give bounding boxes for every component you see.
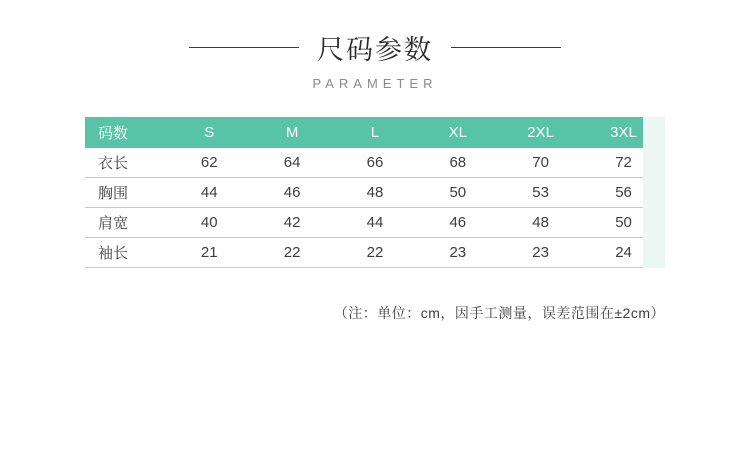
cell-sleeve-2xl: 23 [499,238,582,268]
page-header [0,28,750,91]
cell-length-s: 62 [168,148,251,178]
title-rule-left [189,47,299,48]
column-header-l: L [334,117,417,148]
cell-length-l: 66 [334,148,417,178]
table-row [85,238,665,268]
cell-shoulder-l: 44 [334,208,417,238]
cell-shoulder-s: 40 [168,208,251,238]
cell-bust-xl: 50 [416,178,499,208]
cell-length-3xl: 72 [582,148,665,178]
column-header-2xl: 2XL [499,117,582,148]
cell-shoulder-3xl: 50 [582,208,665,238]
row-label-shoulder: 肩宽 [85,208,168,238]
table-row [85,178,665,208]
column-header-s: S [168,117,251,148]
title-rule-right [451,47,561,48]
cell-shoulder-xl: 46 [416,208,499,238]
column-header-size-label: 码数 [85,117,168,148]
row-label-sleeve: 袖长 [85,238,168,268]
cell-shoulder-2xl: 48 [499,208,582,238]
column-header-m: M [251,117,334,148]
cell-sleeve-l: 22 [334,238,417,268]
cell-length-xl: 68 [416,148,499,178]
cell-bust-m: 46 [251,178,334,208]
table-body [85,148,665,268]
size-table-wrapper [85,117,665,268]
column-header-xl: XL [416,117,499,148]
cell-sleeve-3xl: 24 [582,238,665,268]
cell-sleeve-s: 21 [168,238,251,268]
table-header-row [85,117,665,148]
table-row [85,208,665,238]
table-row [85,148,665,178]
cell-length-2xl: 70 [499,148,582,178]
size-table [85,117,665,268]
cell-shoulder-m: 42 [251,208,334,238]
cell-length-m: 64 [251,148,334,178]
cell-bust-s: 44 [168,178,251,208]
cell-bust-l: 48 [334,178,417,208]
table-head [85,117,665,148]
page-subtitle: PARAMETER [312,76,438,91]
row-label-length: 衣长 [85,148,168,178]
cell-bust-2xl: 53 [499,178,582,208]
measurement-note: （注：单位：cm，因手工测量，误差范围在±2cm） [333,305,665,321]
cell-sleeve-m: 22 [251,238,334,268]
title-row [0,28,750,67]
cell-bust-3xl: 56 [582,178,665,208]
row-label-bust: 胸围 [85,178,168,208]
column-header-3xl: 3XL [582,117,665,148]
cell-sleeve-xl: 23 [416,238,499,268]
page-title: 尺码参数 [317,35,433,65]
